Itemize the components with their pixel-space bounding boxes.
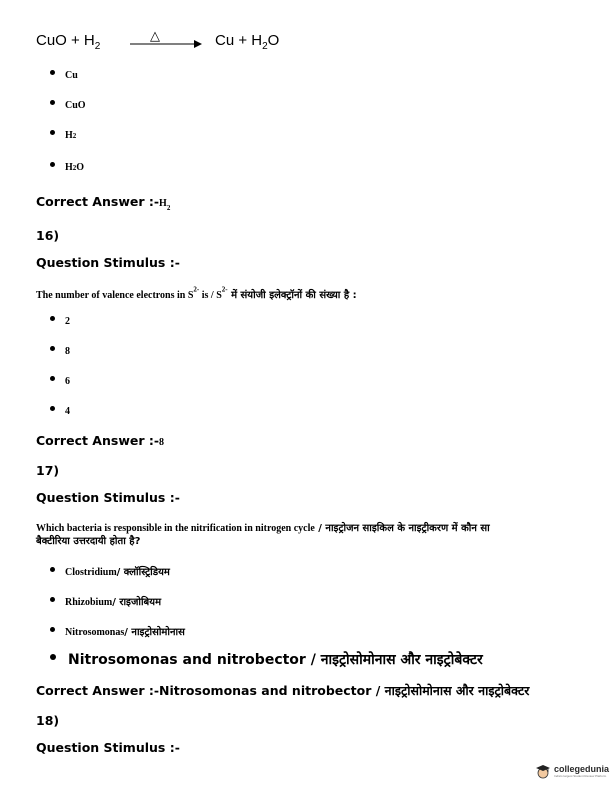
correct-answer — [36, 193, 170, 212]
logo-tagline: India's largest Student Review Platform — [554, 774, 607, 778]
list-item — [50, 162, 84, 173]
list-item — [50, 594, 161, 608]
option-text: H — [65, 162, 73, 173]
list-item — [50, 130, 76, 141]
bullet-icon — [50, 406, 55, 411]
arrow-icon — [130, 30, 202, 50]
question-number: 17) — [36, 463, 60, 478]
stem-text: is / S — [199, 290, 222, 301]
option-text: 8 — [65, 346, 70, 357]
bullet-icon — [50, 162, 55, 167]
equation-rhs-end: O — [267, 32, 280, 49]
heat-arrow — [130, 30, 202, 50]
bullet-icon — [50, 627, 55, 632]
equation-lhs-subscript: 2 — [94, 41, 101, 52]
correct-answer-value: H — [159, 198, 167, 209]
bullet-icon — [50, 654, 56, 660]
reaction-equation — [36, 32, 100, 52]
equation-rhs: Cu + H — [215, 32, 263, 49]
correct-answer — [36, 432, 164, 450]
correct-answer-value: Nitrosomonas and nitrobector / नाइट्रोसोमोनास और नाइट्रोबेक्टर — [159, 683, 530, 698]
question-stem-continued: बैक्टीरिया उत्तरदायी होता है? — [36, 536, 141, 547]
stem-superscript: 2- — [221, 285, 228, 294]
list-item — [50, 346, 70, 357]
stem-hindi: में संयोजी इलेक्ट्रॉनों की संख्या है : — [227, 290, 357, 301]
bullet-icon — [50, 597, 55, 602]
option-hindi: / नाइट्रोसोमोनास — [124, 627, 185, 638]
question-number: 16) — [36, 228, 60, 243]
correct-answer — [36, 682, 529, 700]
list-item — [50, 100, 86, 111]
stem-hindi: / नाइट्रोजन साइकिल के नाइट्रीकरण में कौन सा — [314, 523, 490, 534]
correct-answer-subscript: 2 — [166, 204, 171, 213]
option-text: Clostridium — [65, 567, 117, 578]
equation-products — [215, 32, 279, 52]
collegedunia-logo — [535, 763, 609, 779]
equation-rhs-subscript: 2 — [262, 41, 268, 52]
list-item — [50, 316, 70, 327]
list-item — [50, 376, 70, 387]
option-text: 4 — [65, 406, 70, 417]
bullet-icon — [50, 567, 55, 572]
stem-text: Which bacteria is responsible in the nitrification in nitrogen cycle — [36, 523, 315, 534]
stem-superscript: 2- — [193, 285, 200, 294]
option-subscript: 2 — [72, 132, 77, 140]
question-stimulus-label: Question Stimulus :- — [36, 490, 180, 505]
bullet-icon — [50, 100, 55, 105]
option-subscript: 2 — [72, 164, 77, 172]
stem-text: The number of valence electrons in S — [36, 290, 194, 301]
correct-answer-label: Correct Answer :- — [36, 683, 160, 698]
list-item — [50, 564, 170, 578]
list-item — [50, 406, 70, 417]
option-hindi: / राइजोबियम — [112, 597, 162, 608]
question-stimulus-label: Question Stimulus :- — [36, 255, 180, 270]
heat-triangle-icon: △ — [150, 28, 160, 43]
question-stimulus-label: Question Stimulus :- — [36, 740, 180, 755]
bullet-icon — [50, 316, 55, 321]
bullet-icon — [50, 130, 55, 135]
bullet-icon — [50, 346, 55, 351]
bullet-icon — [50, 376, 55, 381]
option-text-tail: O — [76, 162, 85, 173]
option-text: H — [65, 130, 73, 141]
bullet-icon — [50, 70, 55, 75]
logo-text: collegedunia — [554, 764, 610, 774]
correct-answer-value: 8 — [159, 437, 165, 448]
correct-answer-label: Correct Answer :- — [36, 194, 160, 209]
option-text: Rhizobium — [65, 597, 113, 608]
question-stem — [36, 285, 357, 303]
option-text: Nitrosomonas and nitrobector / नाइट्रोसोमोनास और नाइट्रोबेक्टर — [68, 652, 483, 668]
option-text: 2 — [65, 316, 70, 327]
graduate-cap-icon — [535, 763, 551, 779]
option-hindi: / क्लॉस्ट्रिडियम — [116, 567, 170, 578]
correct-answer-label: Correct Answer :- — [36, 433, 160, 448]
option-text: Nitrosomonas — [65, 627, 125, 638]
option-text: 6 — [65, 376, 70, 387]
option-text: CuO — [65, 100, 86, 111]
list-item-highlighted — [50, 650, 483, 669]
list-item — [50, 70, 78, 81]
list-item — [50, 624, 185, 638]
equation-lhs: CuO + H — [36, 32, 95, 49]
option-text: Cu — [65, 70, 78, 81]
question-number: 18) — [36, 713, 60, 728]
